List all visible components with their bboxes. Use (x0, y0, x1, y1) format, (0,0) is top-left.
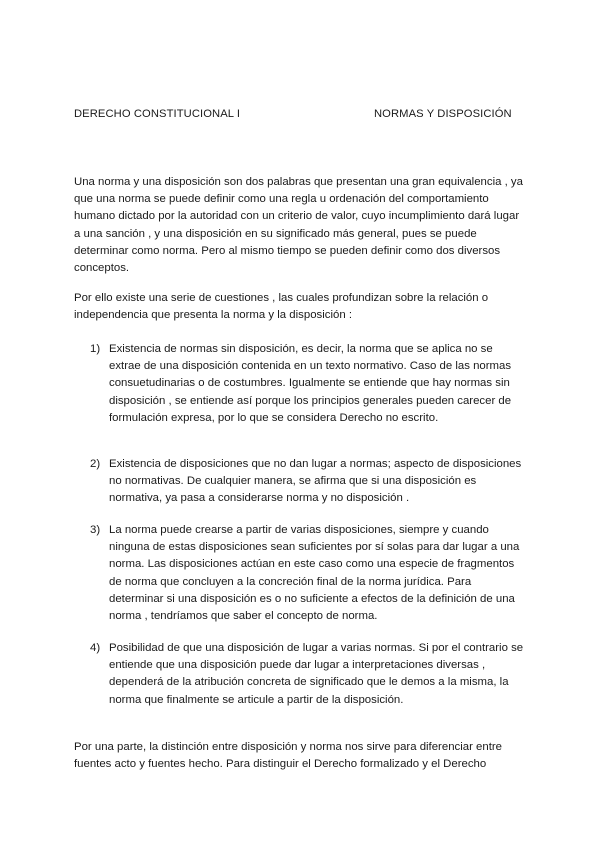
header-topic-title: NORMAS Y DISPOSICIÓN (374, 108, 512, 120)
paragraph-distinction: Por una parte, la distinción entre disposición y norma nos sirve para diferenciar entre fuentes acto y fuentes hecho. Para distinguir el Derecho formalizado y el Derecho (74, 741, 503, 771)
header-course-title: DERECHO CONSTITUCIONAL I (74, 108, 241, 120)
paragraph-intro: Una norma y una disposición son dos palabras que presentan una gran equivalencia , ya que una norma se puede definir como una regla u ordenación del comportamiento humano dictado por la autoridad con un criterio de valor, cuyo incumplimiento dará lugar a una sanción , y una disposición en su significado más general, pues se puede determinar como norma. Pero al mismo tiempo se pueden definir como dos diversos conceptos. (74, 176, 523, 275)
list-item-number: 2) (90, 458, 101, 470)
list-item-number: 4) (90, 642, 101, 654)
list-item-number: 1) (90, 343, 101, 355)
list-item-text: Existencia de disposiciones que no dan lugar a normas; aspecto de disposiciones no normativas. De cualquier manera, se afirma que si una disposición es normativa, ya pasa a considerarse norma y no disposición . (109, 458, 522, 505)
list-item-text: Existencia de normas sin disposición, es decir, la norma que se aplica no se extrae de una disposición contenida en un texto normativo. Caso de las normas consuetudinarias o de costumbres. Igualmente se entiende que hay normas sin disposición , se entiende así porque los principios generales pueden carecer de formulación expresa, por lo que se considera Derecho no escrito. (109, 343, 512, 424)
paragraph-questions: Por ello existe una serie de cuestiones , las cuales profundizan sobre la relación o independencia que presenta la norma y la disposición : (74, 292, 489, 322)
list-item-text: Posibilidad de que una disposición de lugar a varias normas. Si por el contrario se entiende que una disposición puede dar lugar a interpretaciones diversas , dependerá de la atribución concreta de significado que le demos a la misma, la norma que finalmente se articule a partir de la disposición. (109, 642, 524, 706)
list-item-number: 3) (90, 524, 101, 536)
list-item-text: La norma puede crearse a partir de varias disposiciones, siempre y cuando ninguna de estas disposiciones sean suficientes por sí solas para dar lugar a una norma. Las disposiciones actúan en este caso como una especie de fragmentos de norma que concluyen a la concreción final de la norma jurídica. Para determinar si una disposición es o no suficiente a efectos de la definición de una norma , tendríamos que saber el concepto de norma. (109, 524, 520, 623)
